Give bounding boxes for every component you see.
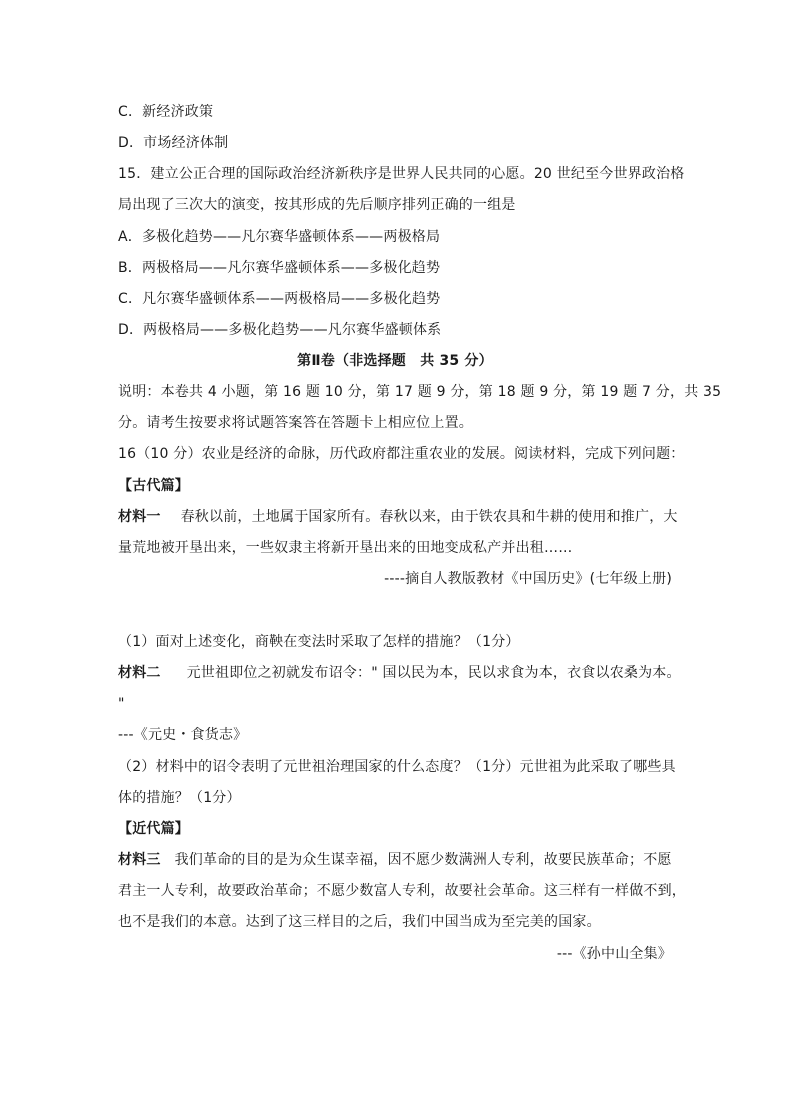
material-2-text: 元世祖即位之初就发布诏令：" 国以民为本，民以求食为本，衣食以农桑为本。: [186, 665, 681, 681]
modern-heading: 【近代篇】: [118, 821, 189, 837]
option-14-d: D．市场经济体制: [118, 135, 229, 151]
option-15-a: A．多极化趋势——凡尔赛华盛顿体系——两极格局: [118, 229, 441, 245]
material-3-line2: 君主一人专利，故要政治革命；不愿少数富人专利，故要社会革命。这三样有一样做不到，: [118, 883, 686, 899]
sub-question-1: （1）面对上述变化，商鞅在变法时采取了怎样的措施？（1分）: [118, 634, 520, 650]
material-3-line1: [118, 850, 672, 870]
material-1-source: ----摘自人教版教材《中国历史》(七年级上册): [384, 571, 672, 587]
material-2-source: ---《元史・食货志》: [118, 727, 248, 743]
question-15-stem-line1: 15．建立公正合理的国际政治经济新秩序是世界人民共同的心愿。20 世纪至今世界政治格: [118, 166, 685, 182]
option-15-c: C．凡尔赛华盛顿体系——两极格局——多极化趋势: [118, 291, 441, 307]
material-2-line2: ": [118, 696, 125, 712]
material-1-text: 春秋以前，土地属于国家所有。春秋以来，由于铁农具和牛耕的使用和推广，大: [180, 509, 678, 525]
section-2-note-line1: 说明：本卷共 4 小题，第 16 题 10 分，第 17 题 9 分，第 18 题 9 分，第 19 题 7 分，共 35: [118, 384, 722, 400]
material-2-label: 材料二: [118, 665, 161, 681]
section-2-title: 第Ⅱ卷（非选择题 共 35 分）: [297, 353, 493, 369]
question-16-stem: 16（10 分）农业是经济的命脉，历代政府都注重农业的发展。阅读材料，完成下列问题：: [118, 446, 685, 462]
question-15-stem-line2: 局出现了三次大的演变，按其形成的先后顺序排列正确的一组是: [118, 197, 516, 213]
section-2-note-line2: 分。请考生按要求将试题答案答在答题卡上相应位上置。: [118, 415, 473, 431]
sub-question-2-line2: 体的措施？（1分）: [118, 790, 241, 806]
option-14-c: C．新经济政策: [118, 104, 214, 120]
material-3-line3: 也不是我们的本意。达到了这三样目的之后，我们中国当成为至完美的国家。: [118, 914, 601, 930]
option-15-d: D．两极格局——多极化趋势——凡尔赛华盛顿体系: [118, 322, 442, 338]
sub-question-2-line1: （2）材料中的诏令表明了元世祖治理国家的什么态度？（1分）元世祖为此采取了哪些具: [118, 759, 676, 775]
material-3-label: 材料三: [118, 852, 161, 868]
material-1-label: 材料一: [118, 509, 161, 525]
ancient-heading: 【古代篇】: [118, 478, 189, 494]
material-3-text: 我们革命的目的是为众生谋幸福，因不愿少数满洲人专利，故要民族革命；不愿: [174, 852, 672, 868]
material-1-line2: 量荒地被开垦出来，一些奴隶主将新开垦出来的田地变成私产并出租……: [118, 540, 573, 556]
option-15-b: B．两极格局——凡尔赛华盛顿体系——多极化趋势: [118, 260, 441, 276]
material-1-line1: [118, 507, 678, 527]
material-3-source: ---《孙中山全集》: [556, 946, 672, 962]
material-2-line1: [118, 663, 681, 683]
